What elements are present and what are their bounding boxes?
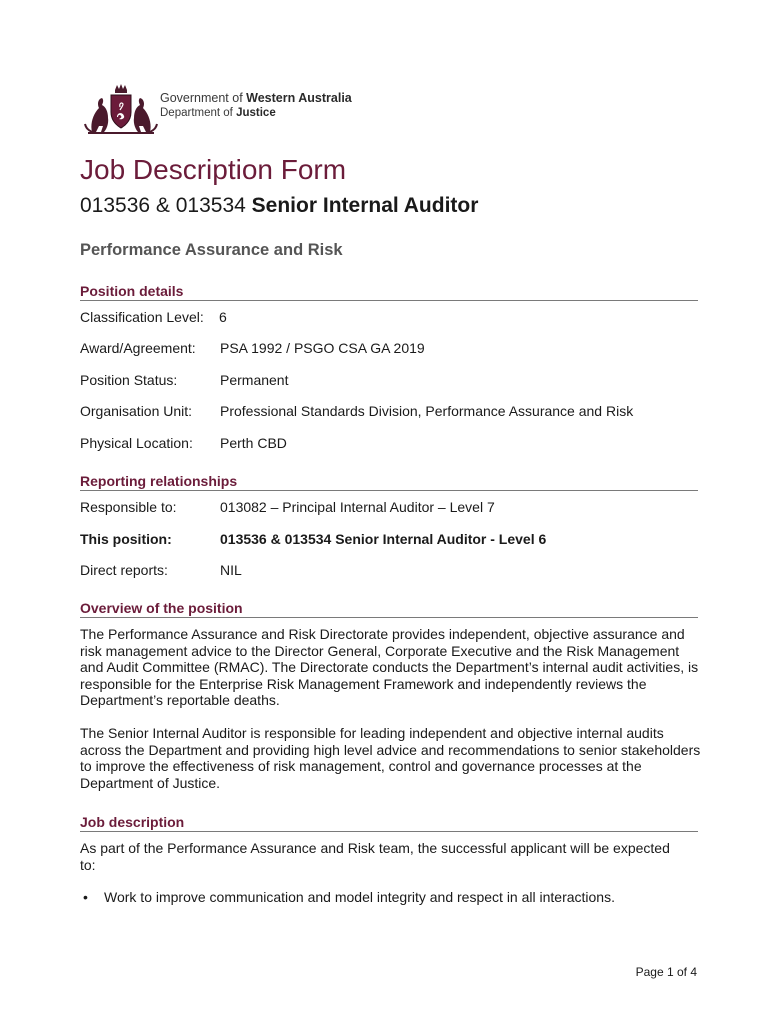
row-value: 013082 – Principal Internal Auditor – Level 7 <box>220 499 495 515</box>
government-name: Government of Western Australia <box>160 91 352 105</box>
award-agreement-row <box>80 340 425 357</box>
this-position-row <box>80 531 547 548</box>
overview-paragraph: The Senior Internal Auditor is responsible for leading independent and objective internal audits across the Department and providing high level advice and recommendations to senior stakeholders to improve the effectiveness of risk management, control and governance processes at the Department of Justice. <box>80 725 701 791</box>
document-title: Job Description Form <box>80 154 347 185</box>
job-title: 013536 & 013534 Senior Internal Auditor <box>80 194 479 217</box>
row-value: 6 <box>219 309 227 325</box>
overview-paragraph: The Performance Assurance and Risk Directorate provides independent, objective assurance and risk management advice to the Director General, Corporate Executive and the Risk Management and Audit Committee (RMAC). The Directorate conducts the Department’s internal audit activities, is responsible for the Enterprise Risk Management Framework and independently reviews the Department’s reportable deaths. <box>80 626 699 708</box>
row-label: Responsible to: <box>80 499 177 515</box>
classification-level-row <box>80 309 227 326</box>
overview-heading: Overview of the position <box>80 600 698 618</box>
row-label: Classification Level: <box>80 309 204 325</box>
job-description-heading: Job description <box>80 814 698 832</box>
row-value: Permanent <box>220 372 289 388</box>
reporting-relationships-heading: Reporting relationships <box>80 473 698 491</box>
row-label: Position Status: <box>80 372 178 388</box>
row-label: Organisation Unit: <box>80 403 193 419</box>
physical-location-row <box>80 435 287 452</box>
department-name: Department of Justice <box>160 107 276 119</box>
directorate-name: Performance Assurance and Risk <box>80 241 343 259</box>
responsible-to-row <box>80 499 495 516</box>
row-label: Award/Agreement: <box>80 340 196 356</box>
row-value: NIL <box>220 562 242 578</box>
position-status-row <box>80 372 289 389</box>
government-logo <box>84 84 384 138</box>
row-value: PSA 1992 / PSGO CSA GA 2019 <box>220 340 425 356</box>
row-value: Professional Standards Division, Performance Assurance and Risk <box>220 403 634 419</box>
row-value: 013536 & 013534 Senior Internal Auditor - Level 6 <box>220 531 547 547</box>
list-item-text: Work to improve communication and model integrity and respect in all interactions. <box>104 889 615 905</box>
row-label: Direct reports: <box>80 562 168 578</box>
job-description-intro: As part of the Performance Assurance and Risk team, the successful applicant will be expected to: <box>80 840 670 873</box>
organisation-unit-row <box>80 403 634 420</box>
direct-reports-row <box>80 562 242 579</box>
row-label: Physical Location: <box>80 435 193 451</box>
bullet-icon: • <box>83 889 88 905</box>
wa-government-crest-icon <box>84 84 158 136</box>
row-value: Perth CBD <box>220 435 287 451</box>
row-label: This position: <box>80 531 172 547</box>
page-number: Page 1 of 4 <box>635 965 697 979</box>
position-details-heading: Position details <box>80 283 698 301</box>
